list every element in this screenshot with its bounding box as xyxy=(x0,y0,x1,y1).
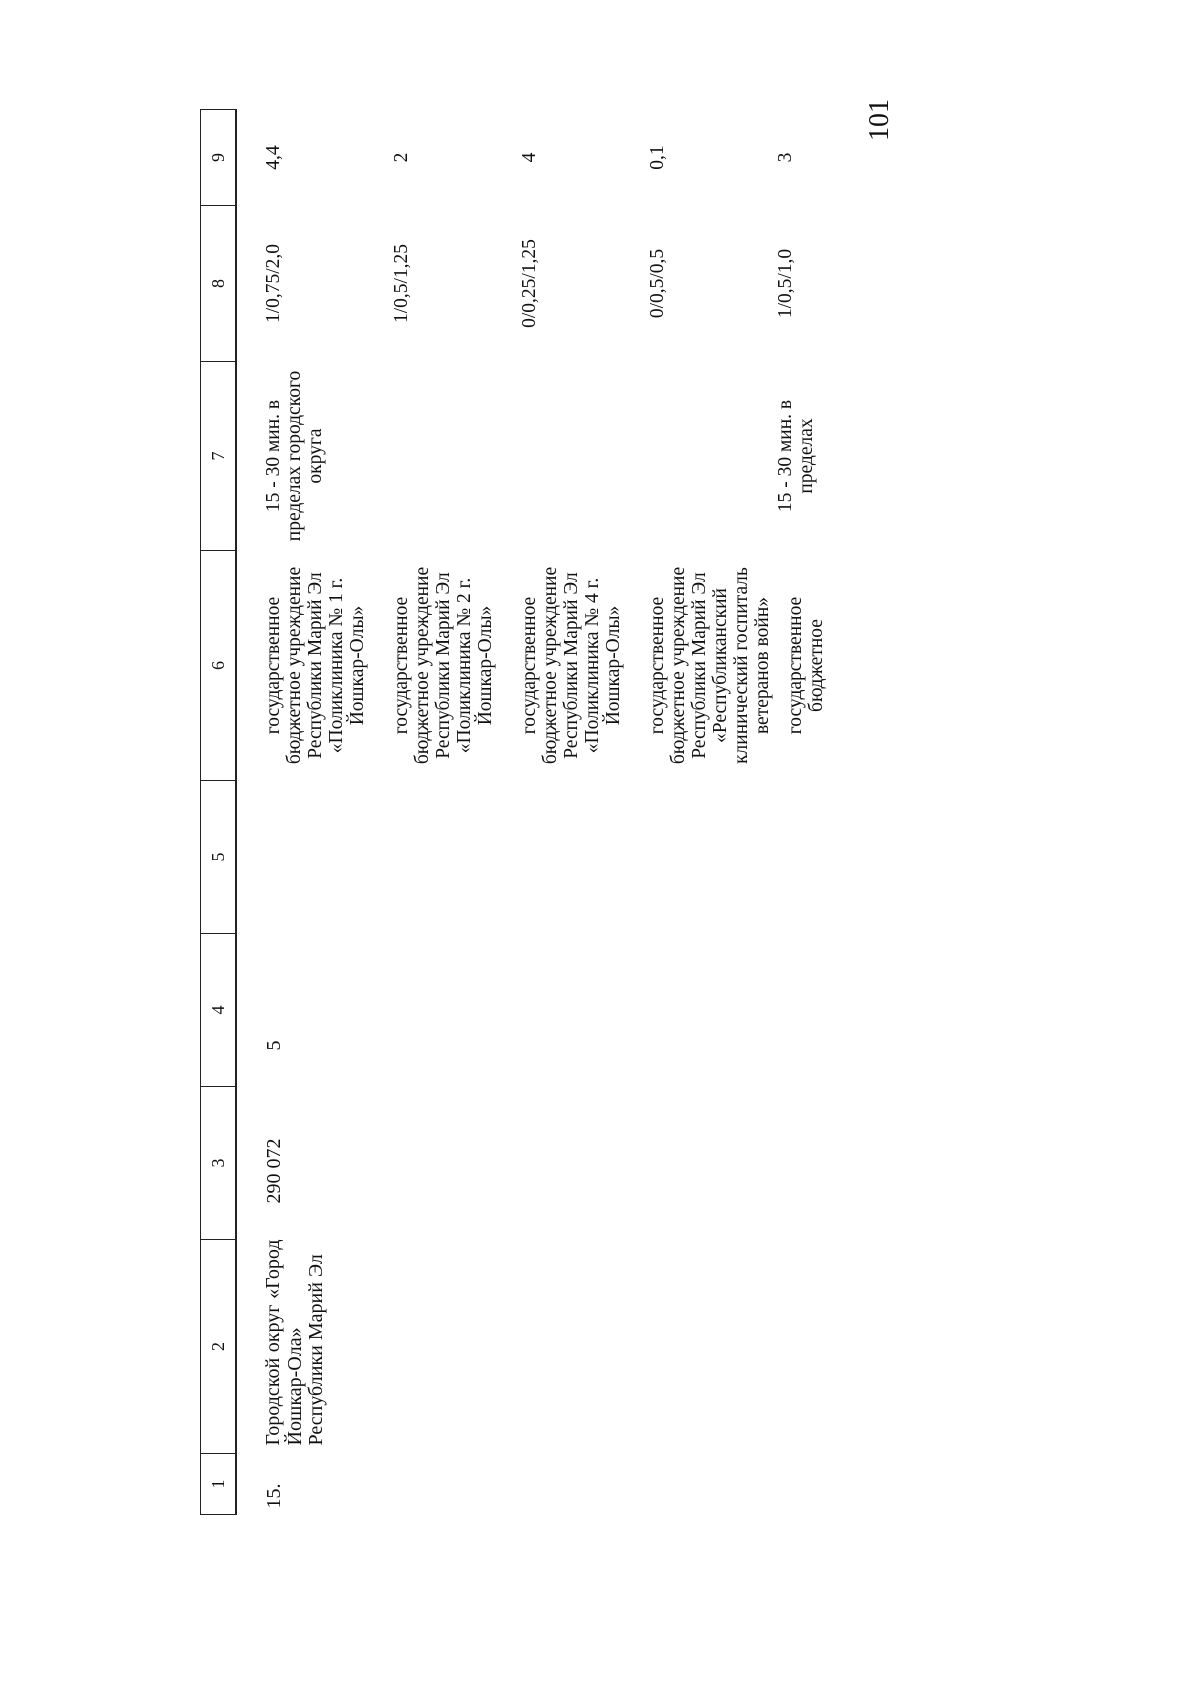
ratio-value: 0/0,25/1,25 xyxy=(519,239,540,328)
organization-name: государственное бюджетное учреждение Республики Марий Эл «Республиканский клинический госпиталь ветеранов войн» xyxy=(647,566,774,765)
capacity-value: 3 xyxy=(775,152,796,163)
header-row xyxy=(201,110,237,1515)
row-index-cell xyxy=(236,1454,913,1515)
capacity-value: 4,4 xyxy=(263,145,284,170)
organizations-cell xyxy=(236,551,913,781)
time-list xyxy=(237,362,903,551)
region-cell xyxy=(236,1240,913,1454)
col5-cell xyxy=(236,781,913,934)
col5-value xyxy=(237,781,263,934)
column-header-8: 8 xyxy=(201,206,237,362)
capacity-value: 0,1 xyxy=(647,145,668,170)
value-cell xyxy=(236,110,913,206)
data-table xyxy=(200,109,913,1515)
column-header-7: 7 xyxy=(201,362,237,551)
col4-cell xyxy=(236,934,913,1087)
column-header-1: 1 xyxy=(201,1454,237,1515)
col4-value: 5 xyxy=(263,1040,285,1051)
organization-name: государственное бюджетное учреждение Республики Марий Эл «Поликлиника № 2 г. Йошкар-Олы» xyxy=(391,566,497,765)
column-header-3: 3 xyxy=(201,1087,237,1240)
ratio-value: 1/0,5/1,0 xyxy=(775,248,796,319)
population-value: 290 072 xyxy=(263,1138,285,1204)
column-header-6: 6 xyxy=(201,551,237,781)
organization-name: государственное бюджетное учреждение Республики Марий Эл «Поликлиника № 4 г. Йошкар-Олы» xyxy=(519,566,625,765)
value-list xyxy=(237,110,903,206)
travel-time: 15 - 30 мин. в пределах xyxy=(775,399,818,513)
rotated-table-container xyxy=(200,110,900,1515)
ratio-value: 1/0,75/2,0 xyxy=(263,243,284,324)
column-header-5: 5 xyxy=(201,781,237,934)
travel-time: 15 - 30 мин. в пределах городского округа xyxy=(263,370,327,542)
table-row xyxy=(236,110,913,1515)
ratio-value: 1/0,5/1,25 xyxy=(391,243,412,324)
organization-name: государственное бюджетное учреждение Республики Марий Эл «Поликлиника № 1 г. Йошкар-Олы» xyxy=(263,566,369,765)
travel-time xyxy=(391,362,507,551)
ratio-value: 0/0,5/0,5 xyxy=(647,248,668,319)
time-cell xyxy=(236,362,913,551)
capacity-value: 2 xyxy=(391,152,412,163)
region-name: Городской округ «Город Йошкар-Ола» Республики Марий Эл xyxy=(262,1239,328,1446)
row-index: 15. xyxy=(263,1483,285,1509)
organization-list xyxy=(237,551,913,781)
ratio-cell xyxy=(236,206,913,362)
travel-time xyxy=(647,362,763,551)
column-header-4: 4 xyxy=(201,934,237,1087)
column-header-9: 9 xyxy=(201,110,237,206)
population-cell xyxy=(236,1087,913,1240)
travel-time xyxy=(519,362,635,551)
organization-name: государственное бюджетное xyxy=(785,596,828,735)
page-number: 101 xyxy=(864,99,895,141)
column-header-2: 2 xyxy=(201,1240,237,1454)
ratio-list xyxy=(237,206,903,362)
capacity-value: 4 xyxy=(519,152,540,163)
